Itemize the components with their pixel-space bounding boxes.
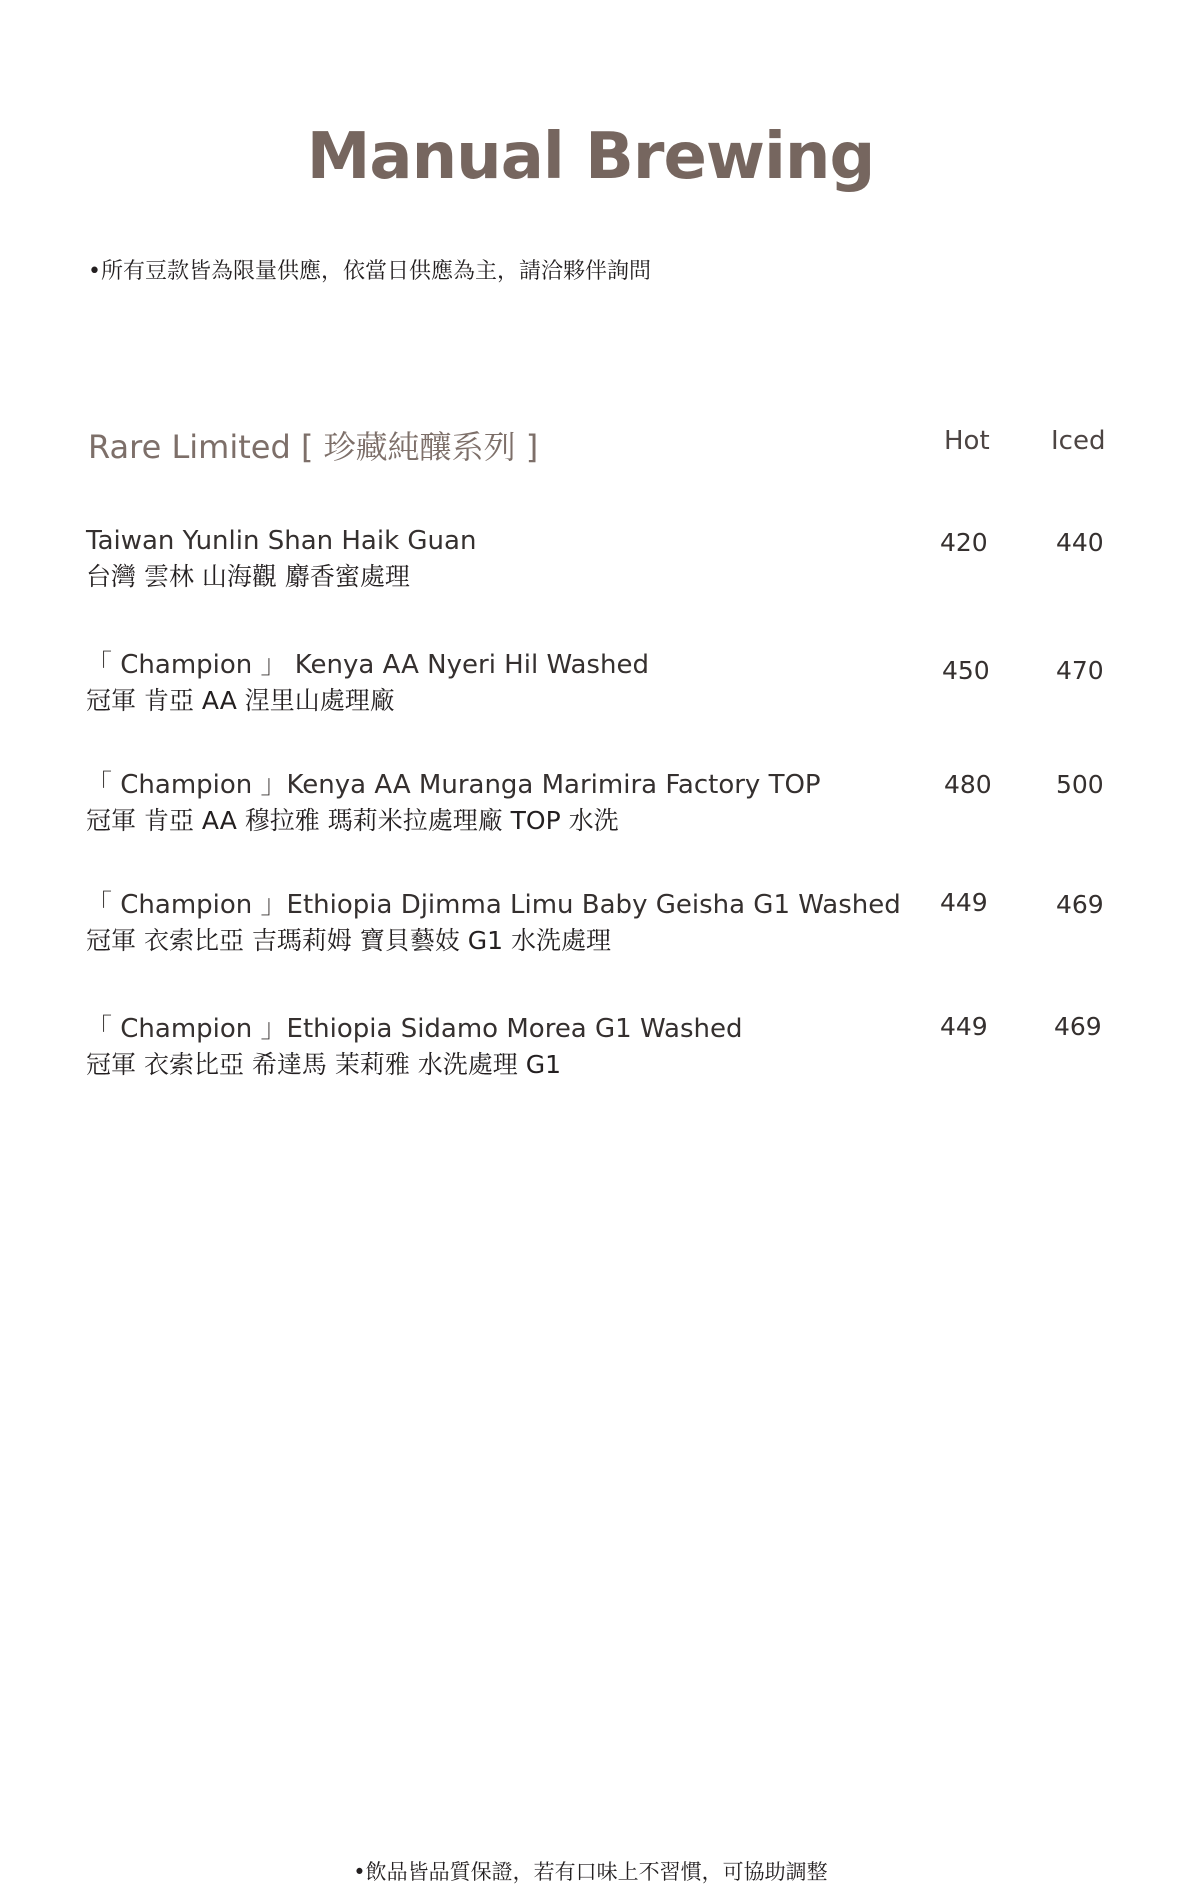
item-name-zh: 冠軍 衣索比亞 希達馬 茉莉雅 水洗處理 G1 bbox=[86, 1050, 562, 1079]
item-name-en: 「 Champion 」Kenya AA Muranga Marimira Factory TOP bbox=[86, 770, 821, 800]
column-header-hot: Hot bbox=[944, 426, 990, 456]
quality-note: •飲品皆品質保證，若有口味上不習慣，可協助調整 bbox=[353, 1860, 828, 1884]
section-title: Rare Limited [ 珍藏純釀系列 ] bbox=[88, 428, 539, 466]
item-name-en: 「 Champion 」Ethiopia Djimma Limu Baby Geisha G1 Washed bbox=[86, 890, 901, 920]
item-name-zh: 冠軍 肯亞 AA 穆拉雅 瑪莉米拉處理廠 TOP 水洗 bbox=[86, 806, 619, 835]
item-price-hot: 449 bbox=[940, 888, 988, 917]
item-name-en: Taiwan Yunlin Shan Haik Guan bbox=[86, 526, 477, 556]
item-name-en: 「 Champion 」Ethiopia Sidamo Morea G1 Washed bbox=[86, 1014, 743, 1044]
page-title: Manual Brewing bbox=[306, 120, 875, 194]
item-name-zh: 冠軍 肯亞 AA 涅里山處理廠 bbox=[86, 686, 395, 715]
item-price-hot: 450 bbox=[942, 656, 990, 685]
item-price-iced: 500 bbox=[1056, 770, 1104, 799]
item-price-iced: 469 bbox=[1056, 890, 1104, 919]
item-price-hot: 449 bbox=[940, 1012, 988, 1041]
item-name-zh: 台灣 雲林 山海觀 麝香蜜處理 bbox=[86, 562, 410, 591]
item-name-zh: 冠軍 衣索比亞 吉瑪莉姆 寶貝藝妓 G1 水洗處理 bbox=[86, 926, 612, 955]
item-price-hot: 480 bbox=[944, 770, 992, 799]
item-price-hot: 420 bbox=[940, 528, 988, 557]
item-price-iced: 440 bbox=[1056, 528, 1104, 557]
column-header-iced: Iced bbox=[1051, 426, 1106, 456]
item-price-iced: 470 bbox=[1056, 656, 1104, 685]
supply-note: •所有豆款皆為限量供應，依當日供應為主，請洽夥伴詢問 bbox=[88, 259, 651, 284]
item-name-en: 「 Champion 」 Kenya AA Nyeri Hil Washed bbox=[86, 650, 649, 680]
item-price-iced: 469 bbox=[1054, 1012, 1102, 1041]
